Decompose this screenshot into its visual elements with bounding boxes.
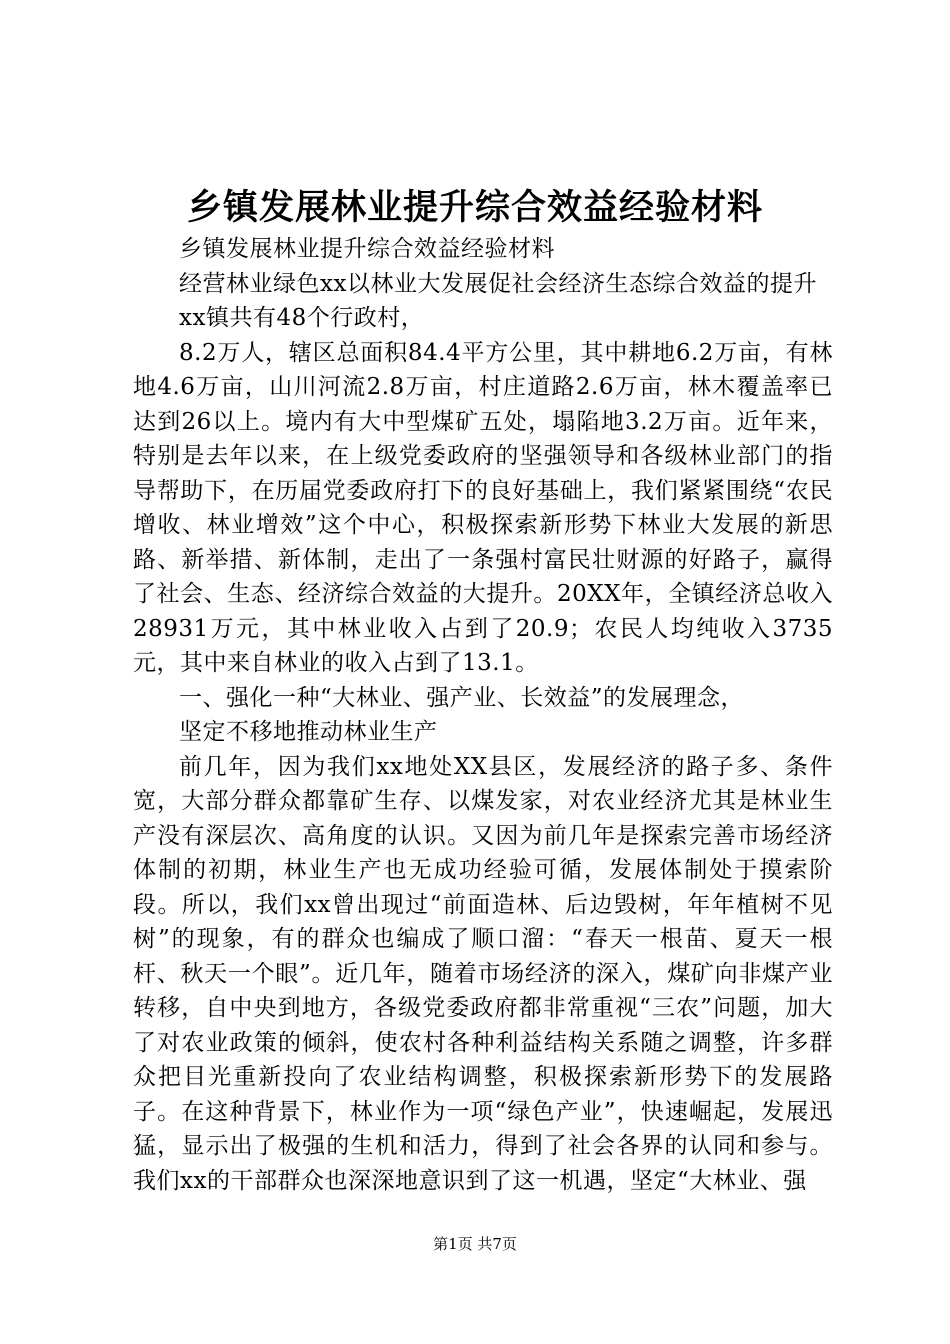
paragraph-subtitle: 乡镇发展林业提升综合效益经验材料 <box>179 236 555 262</box>
section-heading-1-cont: 坚定不移地推动林业生产 <box>179 719 438 745</box>
paragraph-villages: xx镇共有48个行政村， <box>179 305 425 331</box>
paragraph-overview: 8.2万人，辖区总面积84.4平方公里，其中耕地6.2万亩，有林地4.6万亩，山川河流2.8万亩，村庄道路2.6万亩，林木覆盖率已达到26以上。境内有大中型煤矿五处，塌陷地3.2万亩。近年来，特别是去年以来，在上级党委政府的坚强领导和各级林业部门的指导帮助下，在历届党委政府打下的良好基础上，我们紧紧围绕“农民增收、林业增效”这个中心，积极探索新形势下林业大发展的新思路、新举措、新体制，走出了一条强村富民壮财源的好路子，赢得了社会、生态、经济综合效益的大提升。20XX年，全镇经济总收入28931万元，其中林业收入占到了20.9；农民人均纯收入3735元，其中来自林业的收入占到了13.1。 <box>133 339 833 676</box>
document-title: 乡镇发展林业提升综合效益经验材料 <box>186 187 763 228</box>
section-heading-1: 一、强化一种“大林业、强产业、长效益”的发展理念， <box>179 684 745 711</box>
page-number: 第1页 共7页 <box>433 1235 517 1253</box>
document-body <box>133 232 833 1198</box>
paragraph-background: 前几年，因为我们xx地处XX县区，发展经济的路子多、条件宽，大部分群众都靠矿生存、以煤发家，对农业经济尤其是林业生产没有深层次、高角度的认识。又因为前几年是探索完善市场经济体制的初期，林业生产也无成功经验可循，发展体制处于摸索阶段。所以，我们xx曾出现过“前面造林、后边毁树，年年植树不见树”的现象，有的群众也编成了顺口溜：“春天一根苗、夏天一根杆、秋天一个眼”。近几年，随着市场经济的深入，煤矿向非煤产业转移，自中央到地方，各级党委政府都非常重视“三农”问题，加大了对农业政策的倾斜，使农村各种利益结构关系随之调整，许多群众把目光重新投向了农业结构调整，积极探索新形势下的发展路子。在这种背景下，林业作为一项“绿色产业”，快速崛起，发展迅猛，显示出了极强的生机和活力，得到了社会各界的认同和参与。我们xx的干部群众也深深地意识到了这一机遇，坚定“大林业、强 <box>133 753 833 1194</box>
paragraph-theme: 经营林业绿色xx以林业大发展促社会经济生态综合效益的提升 <box>179 270 817 297</box>
